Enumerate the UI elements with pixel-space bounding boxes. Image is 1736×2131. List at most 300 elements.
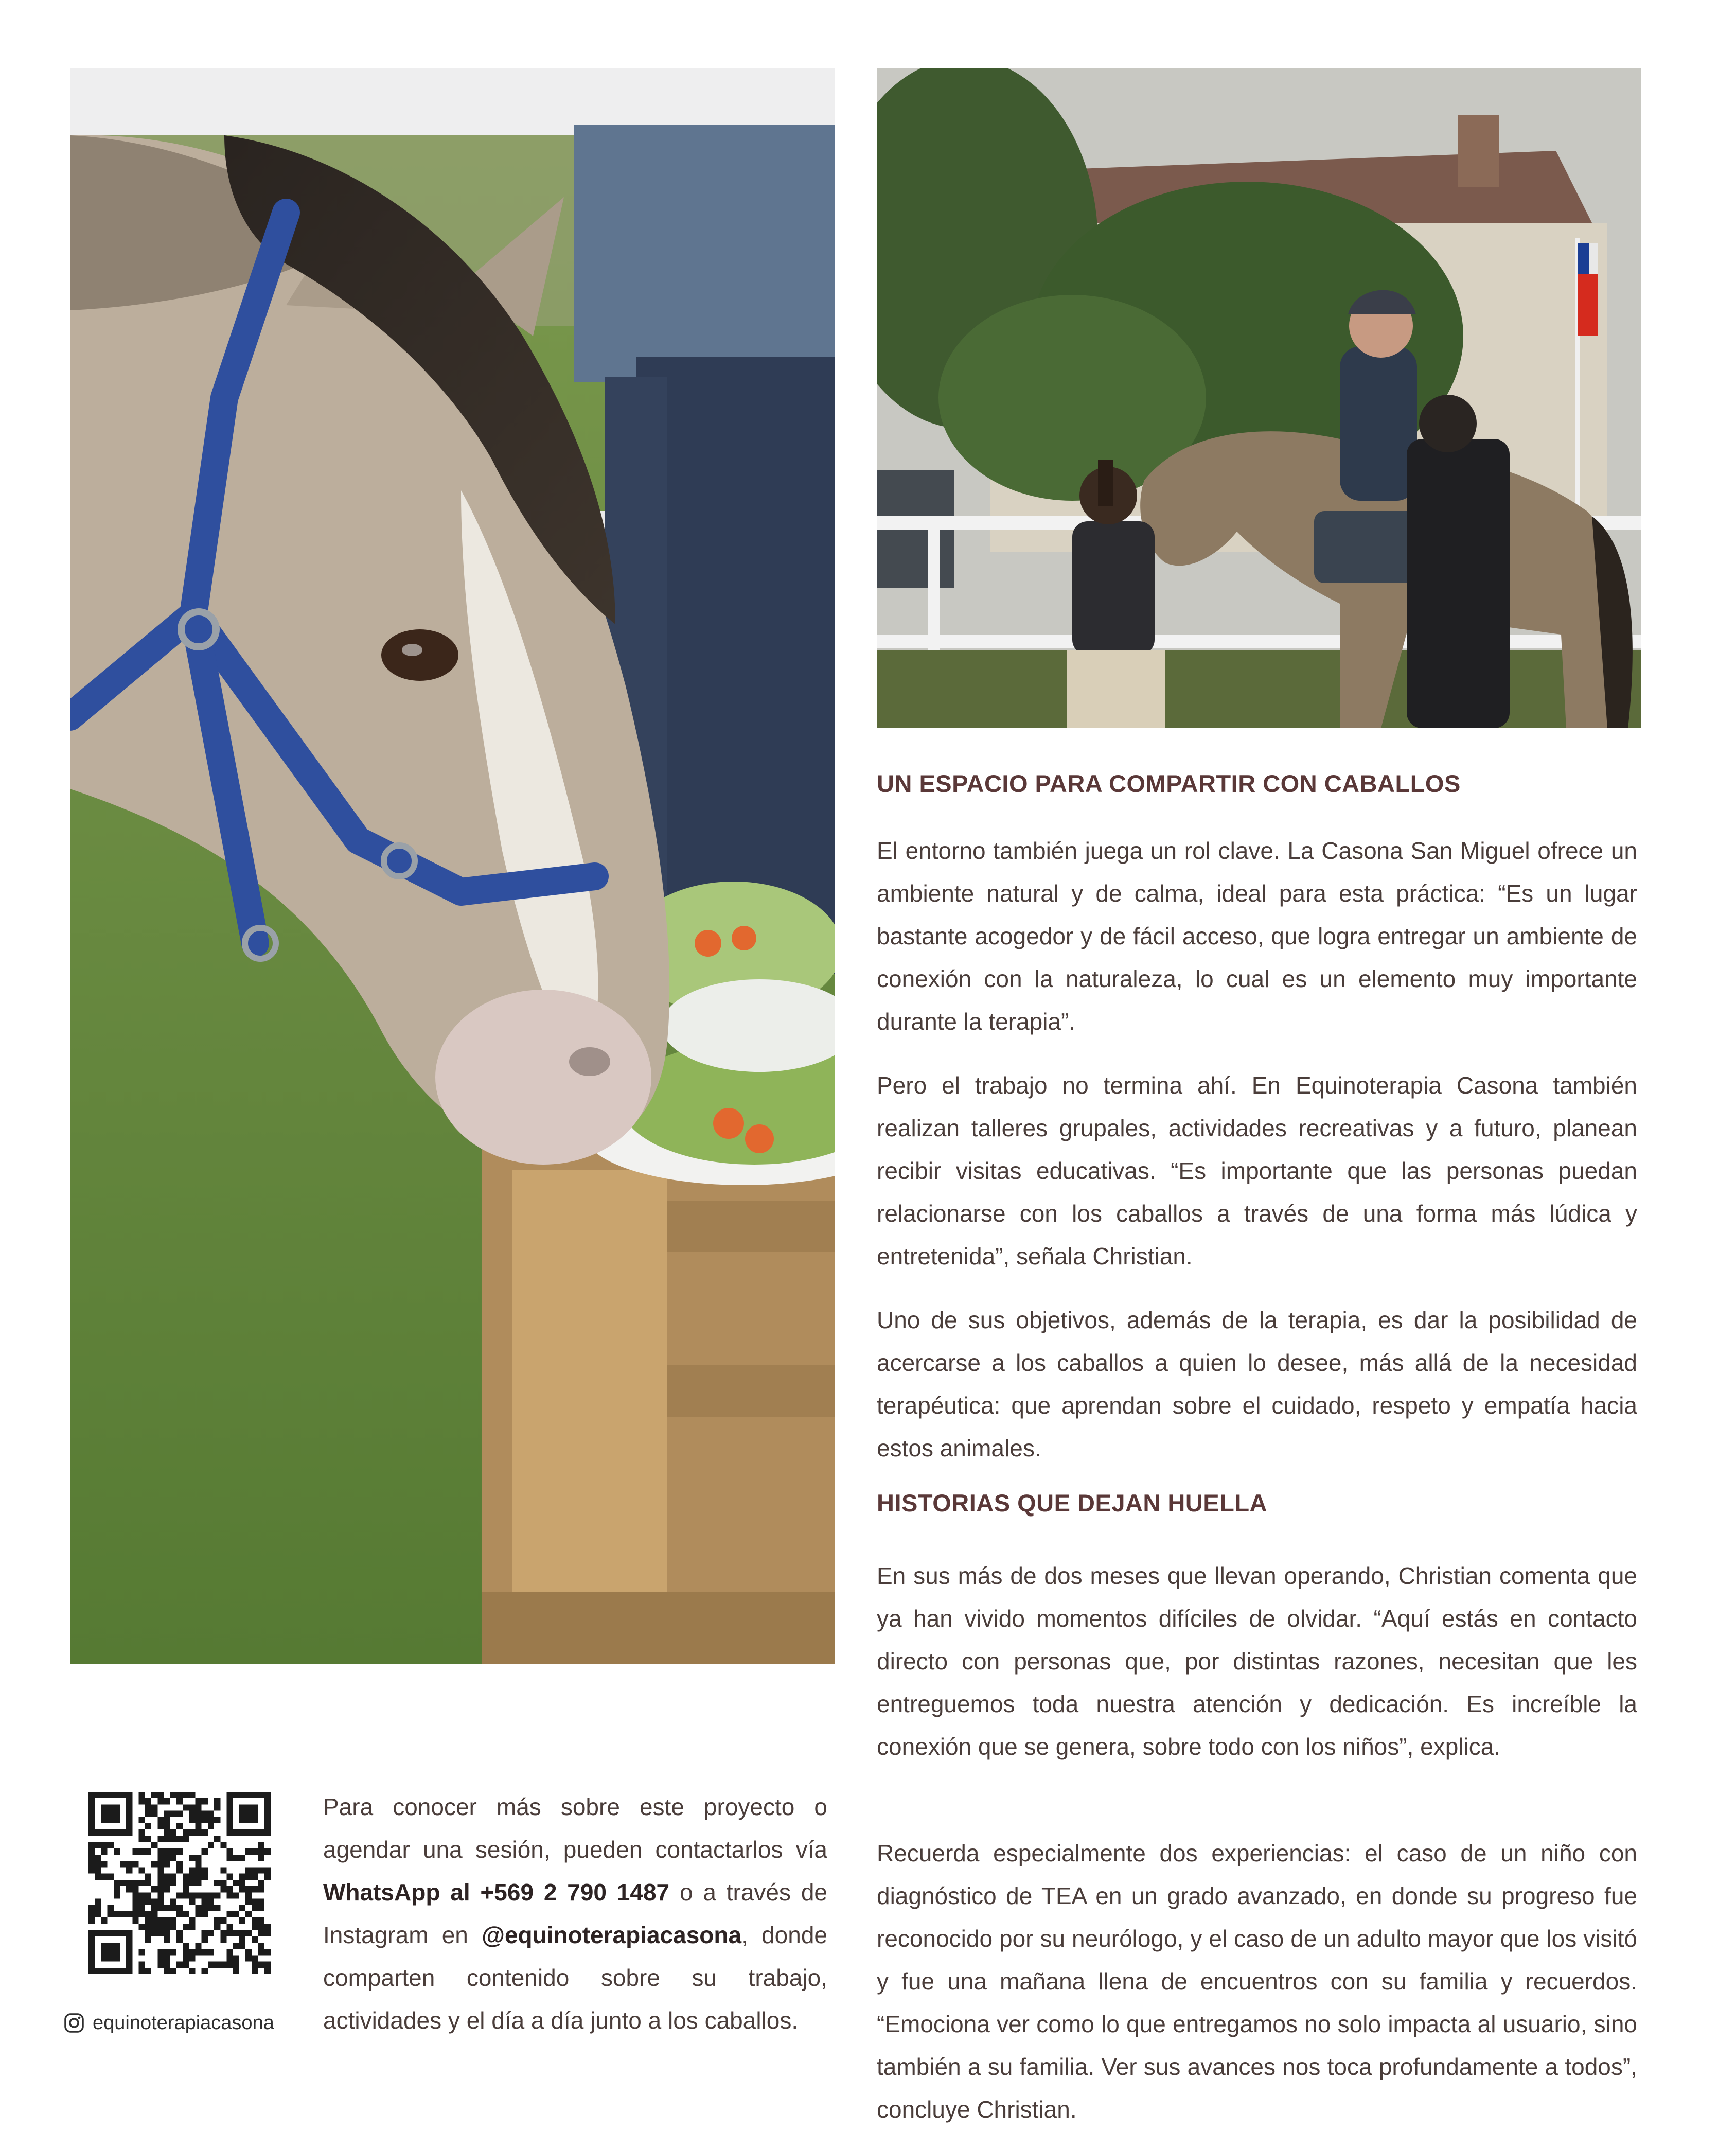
qr-module [258,1917,264,1924]
qr-module [151,1899,157,1905]
qr-module [101,1792,107,1798]
qr-module [176,1936,183,1943]
qr-module [139,1905,145,1911]
qr-module [258,1962,264,1968]
qr-module [196,1880,202,1886]
contact-text-1: Para conocer más sobre este proyecto o agendar una sesión, pueden contactarlos vía [323,1793,827,1863]
qr-module [114,1911,120,1917]
qr-module [164,1855,170,1861]
qr-module [245,1899,252,1905]
qr-module [101,1829,107,1836]
qr-module [88,1949,95,1955]
qr-module [189,1892,195,1898]
section-1-paragraph-1 [877,830,1637,1043]
qr-module [233,1792,239,1798]
qr-module [157,1823,164,1829]
qr-module [196,1911,202,1917]
qr-module [126,1886,132,1892]
qr-module [88,1930,95,1936]
qr-module [164,1886,170,1892]
qr-module [126,1911,132,1917]
qr-module [189,1949,195,1955]
qr-module [88,1955,95,1961]
qr-module [245,1811,252,1817]
qr-module [258,1949,264,1955]
qr-module [202,1874,208,1880]
qr-module [157,1917,164,1924]
paragraph: Pero el trabajo no termina ahí. En Equinoterapia Casona también realizan talleres grupales, actividades recreativas y a futuro, planean recibir visitas educativas. “Es importante que las personas puedan relacionarse con los caballos a través de una forma más lúdica y entretenida”, señala Christian. [877,1072,1637,1270]
qr-module [157,1855,164,1861]
qr-module [120,1911,126,1917]
qr-module [183,1886,189,1892]
qr-module [176,1861,183,1867]
qr-module [208,1930,214,1936]
whatsapp-number[interactable]: WhatsApp al +569 2 790 1487 [323,1879,670,1906]
qr-module [145,1811,151,1817]
qr-module [151,1911,157,1917]
qr-module [157,1924,164,1930]
qr-module [239,1855,245,1861]
qr-module [114,1943,120,1949]
qr-module [145,1836,151,1842]
qr-module [88,1861,95,1867]
qr-module [151,1905,157,1911]
qr-module [88,1804,95,1810]
qr-module [164,1949,170,1955]
qr-module [164,1924,170,1930]
qr-module [183,1836,189,1842]
qr-module [227,1855,233,1861]
qr-module [196,1892,202,1898]
qr-module [264,1823,271,1829]
qr-module [227,1817,233,1823]
qr-module [88,1811,95,1817]
qr-module [120,1880,126,1886]
qr-module [189,1917,195,1924]
qr-module [139,1968,145,1974]
qr-module [227,1924,233,1930]
qr-module [108,1955,114,1961]
qr-module [95,1911,101,1917]
horse-eating-illustration [70,68,835,1664]
qr-module [239,1905,245,1911]
qr-module [239,1817,245,1823]
qr-module [114,1817,120,1823]
qr-module [157,1874,164,1880]
qr-module [214,1892,220,1898]
qr-module [233,1829,239,1836]
qr-module [114,1792,120,1798]
qr-module [88,1867,95,1873]
qr-module [132,1905,138,1911]
qr-module [227,1930,233,1936]
qr-module [183,1962,189,1968]
qr-module [88,1848,95,1855]
qr-module [139,1817,145,1823]
qr-module [157,1817,164,1823]
qr-module [202,1817,208,1823]
qr-module [139,1792,145,1798]
qr-module [114,1949,120,1955]
qr-module [88,1905,95,1911]
qr-module [114,1804,120,1810]
qr-module [88,1842,95,1848]
qr-module [196,1949,202,1955]
qr-module [176,1792,183,1798]
qr-module [183,1955,189,1961]
qr-module [139,1836,145,1842]
qr-module [189,1924,195,1930]
qr-module [151,1917,157,1924]
qr-module [252,1811,258,1817]
qr-module [233,1955,239,1961]
qr-module [233,1892,239,1898]
qr-module [101,1804,107,1810]
qr-module [227,1848,233,1855]
qr-module [126,1943,132,1949]
qr-module [126,1804,132,1810]
qr-module [108,1930,114,1936]
qr-module [189,1867,195,1873]
qr-module [120,1829,126,1836]
qr-module [95,1930,101,1936]
qr-module [189,1792,195,1798]
qr-module [126,1798,132,1804]
qr-module [264,1874,271,1880]
qr-module [164,1848,170,1855]
qr-module [252,1829,258,1836]
qr-module [108,1829,114,1836]
qr-module [95,1867,101,1873]
qr-module [170,1811,176,1817]
qr-module [220,1936,226,1943]
qr-module [157,1848,164,1855]
qr-module [245,1949,252,1955]
qr-module [145,1911,151,1917]
qr-module [227,1811,233,1817]
qr-module [258,1829,264,1836]
qr-module [202,1798,208,1804]
qr-module [239,1943,245,1949]
qr-module [196,1829,202,1836]
qr-module [95,1861,101,1867]
qr-module [145,1848,151,1855]
qr-module [139,1899,145,1905]
qr-module [252,1817,258,1823]
paragraph: El entorno también juega un rol clave. La Casona San Miguel ofrece un ambiente natural y de calma, ideal para esta práctica: “Es un lugar bastante acogedor y de fácil acceso, que logra entregar un ambiente de conexión con la naturaleza, lo cual es un elemento muy importante durante la terapia”. [877,837,1637,1035]
qr-module [264,1804,271,1810]
qr-module [170,1874,176,1880]
qr-module [189,1880,195,1886]
qr-module [227,1823,233,1829]
qr-module [220,1842,226,1848]
qr-module [151,1924,157,1930]
qr-module [139,1924,145,1930]
qr-code-icon[interactable] [88,1792,271,1974]
qr-module [183,1880,189,1886]
qr-module [202,1905,208,1911]
qr-module [202,1911,208,1917]
qr-module [157,1955,164,1961]
qr-module [258,1886,264,1892]
qr-module [176,1811,183,1817]
qr-module [126,1811,132,1817]
qr-module [132,1917,138,1924]
qr-module [258,1924,264,1930]
qr-module [176,1798,183,1804]
qr-module [245,1792,252,1798]
qr-module [114,1880,120,1886]
qr-module [88,1823,95,1829]
contact-text-3: , donde comparten contenido sobre su trabajo, actividades y el día a día junto a los caballos. [323,1922,827,2034]
qr-module [120,1792,126,1798]
instagram-tag[interactable] [64,2010,274,2036]
qr-module [114,1811,120,1817]
qr-module [208,1949,214,1955]
qr-module [258,1867,264,1873]
qr-module [220,1867,226,1873]
qr-module [252,1936,258,1943]
qr-module [202,1899,208,1905]
qr-module [202,1968,208,1974]
qr-module [95,1905,101,1911]
qr-module [170,1855,176,1861]
section-1 [877,769,1637,798]
qr-module [120,1930,126,1936]
qr-module [252,1955,258,1961]
qr-module [157,1905,164,1911]
qr-module [227,1804,233,1810]
qr-module [196,1874,202,1880]
qr-module [220,1930,226,1936]
qr-module [164,1917,170,1924]
qr-module [157,1949,164,1955]
qr-module [101,1943,107,1949]
qr-module [208,1823,214,1829]
qr-module [176,1905,183,1911]
qr-module [145,1874,151,1880]
qr-module [157,1886,164,1892]
qr-module [245,1848,252,1855]
qr-module [132,1886,138,1892]
qr-module [126,1880,132,1886]
qr-module [208,1962,214,1968]
qr-module [220,1962,226,1968]
contact-paragraph [323,1786,827,2042]
horse-therapy-photo [877,68,1641,728]
qr-module [239,1917,245,1924]
qr-module [108,1842,114,1848]
qr-module [176,1823,183,1829]
qr-module [233,1855,239,1861]
qr-module [258,1905,264,1911]
qr-module [202,1829,208,1836]
qr-module [126,1936,132,1943]
qr-module [214,1836,220,1842]
qr-module [114,1829,120,1836]
qr-module [252,1792,258,1798]
qr-module [239,1829,245,1836]
qr-module [132,1861,138,1867]
qr-module [114,1955,120,1961]
qr-module [196,1804,202,1810]
qr-module [183,1943,189,1949]
qr-module [183,1804,189,1810]
qr-module [139,1798,145,1804]
qr-module [214,1917,220,1924]
qr-module [245,1886,252,1892]
qr-module [183,1924,189,1930]
qr-module [214,1924,220,1930]
qr-module [245,1892,252,1898]
qr-module [164,1968,170,1974]
qr-module [95,1829,101,1836]
qr-module [95,1792,101,1798]
qr-module [189,1829,195,1836]
instagram-handle-label: equinoterapiacasona [93,2012,274,2034]
qr-module [176,1892,183,1898]
qr-module [252,1968,258,1974]
paragraph: Uno de sus objetivos, además de la terapia, es dar la posibilidad de acercarse a los caballos a quien lo desee, más allá de la necesidad terapéutica: que aprendan sobre el cuidado, respeto y empatía hacia estos animales. [877,1307,1637,1461]
qr-module [108,1874,114,1880]
qr-module [164,1962,170,1968]
qr-module [114,1886,120,1892]
section-2-paragraph-1 [877,1555,1637,1768]
qr-module [170,1829,176,1836]
instagram-handle[interactable]: @equinoterapiacasona [482,1922,742,1948]
qr-module [139,1867,145,1873]
qr-module [151,1842,157,1848]
qr-module [101,1811,107,1817]
qr-module [132,1880,138,1886]
qr-module [196,1855,202,1861]
qr-module [220,1880,226,1886]
qr-module [183,1949,189,1955]
qr-module [101,1848,107,1855]
qr-module [108,1968,114,1974]
qr-module [189,1811,195,1817]
qr-module [233,1962,239,1968]
qr-module [252,1804,258,1810]
qr-module [227,1955,233,1961]
qr-module [170,1880,176,1886]
instagram-icon [64,2013,84,2033]
qr-module [126,1823,132,1829]
qr-module [252,1899,258,1905]
qr-module [139,1911,145,1917]
qr-module [151,1792,157,1798]
qr-module [164,1930,170,1936]
qr-module [157,1962,164,1968]
qr-module [145,1804,151,1810]
qr-module [88,1943,95,1949]
qr-module [245,1874,252,1880]
qr-module [189,1874,195,1880]
qr-module [208,1905,214,1911]
qr-module [164,1811,170,1817]
qr-module [227,1886,233,1892]
qr-module [126,1867,132,1873]
qr-module [139,1949,145,1955]
qr-module [189,1804,195,1810]
qr-module [170,1949,176,1955]
qr-module [264,1968,271,1974]
qr-module [208,1842,214,1848]
qr-module [145,1930,151,1936]
qr-module [88,1936,95,1943]
section-heading: UN ESPACIO PARA COMPARTIR CON CABALLOS [877,770,1461,797]
qr-module [164,1880,170,1886]
qr-module [157,1880,164,1886]
qr-module [101,1930,107,1936]
qr-module [170,1968,176,1974]
qr-module [132,1911,138,1917]
qr-module [239,1792,245,1798]
qr-module [252,1924,258,1930]
qr-module [139,1829,145,1836]
qr-module [189,1968,195,1974]
qr-module [202,1811,208,1817]
qr-module [239,1811,245,1817]
qr-module [164,1817,170,1823]
paragraph: Recuerda especialmente dos experiencias: el caso de un niño con diagnóstico de TEA en un grado avanzado, en donde su progreso fue reconocido por su neurólogo, y el caso de un adulto mayor que los visitó y fue una mañana llena de encuentros con su familia y recuerdos. “Emociona ver como lo que entregamos no solo impacta al usuario, sino también a su familia. Ver sus avances nos toca profundamente a todos”, concluye Christian. [877,1840,1637,2123]
qr-module [88,1855,95,1861]
horse-eating-photo [70,68,835,1664]
qr-module [88,1917,95,1924]
qr-module [196,1823,202,1829]
qr-module [108,1911,114,1917]
qr-module [108,1905,114,1911]
qr-module [227,1798,233,1804]
qr-module [170,1836,176,1842]
qr-module [88,1911,95,1917]
qr-module [245,1804,252,1810]
qr-module [101,1949,107,1955]
qr-module [202,1936,208,1943]
qr-module [176,1867,183,1873]
qr-module [227,1911,233,1917]
qr-module [126,1829,132,1836]
qr-module [170,1924,176,1930]
qr-module [114,1968,120,1974]
qr-module [157,1867,164,1873]
qr-module [95,1855,101,1861]
qr-module [164,1823,170,1829]
qr-module [108,1792,114,1798]
qr-module [145,1798,151,1804]
qr-module [145,1917,151,1924]
qr-module [189,1899,195,1905]
qr-module [157,1798,164,1804]
qr-module [95,1842,101,1848]
qr-module [151,1804,157,1810]
qr-module [170,1792,176,1798]
qr-module [196,1905,202,1911]
qr-module [264,1867,271,1873]
qr-module [157,1930,164,1936]
qr-module [214,1804,220,1810]
qr-module [183,1792,189,1798]
qr-module [170,1917,176,1924]
qr-module [245,1829,252,1836]
qr-module [239,1930,245,1936]
section-1-paragraph-3 [877,1299,1637,1470]
qr-module [252,1886,258,1892]
qr-module [126,1817,132,1823]
qr-module [245,1867,252,1873]
qr-module [258,1930,264,1936]
qr-module [183,1829,189,1836]
